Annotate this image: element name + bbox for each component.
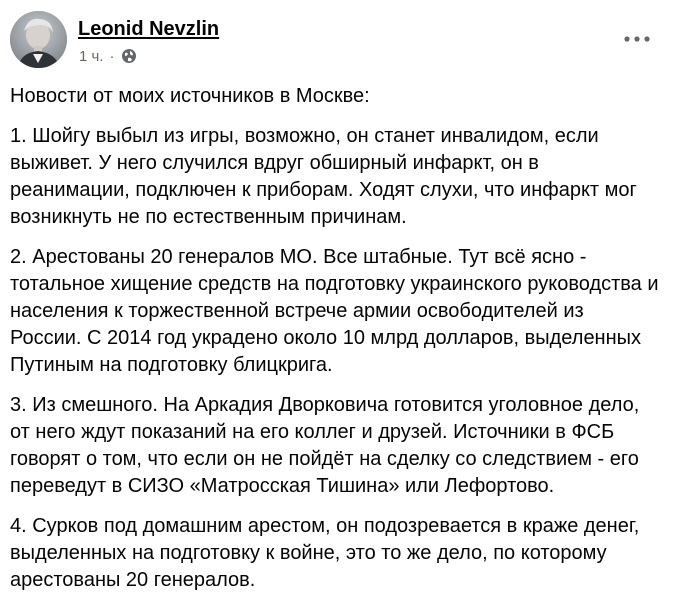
globe-icon[interactable] [121,48,137,64]
avatar-photo [10,11,67,68]
post-paragraph: 4. Сурков под домашним арестом, он подозревается в краже денег, выделенных на подготовку к войне, это то же дело, по которому арестованы 20 генералов. [10,515,640,591]
meta-separator: · [109,47,115,65]
post-paragraph: 1. Шойгу выбыл из игры, возможно, он станет инвалидом, если выживет. У него случился вдруг обширный инфаркт, он в реанимации, подключен к приборам. Ходят слухи, что инфаркт мог возникнуть не по естественным причинам. [10,125,637,228]
author-name[interactable]: Leonid Nevzlin [78,18,220,40]
post-body [10,83,660,607]
post-paragraph: 2. Арестованы 20 генералов МО. Все штабные. Тут всё ясно - тотальное хищение средств на подготовку украинского руководства и населения к торжественной встрече армии освободителей из России. С 2014 год украдено около 10 млрд долларов, выделенных Путиным на подготовку блицкрига. [10,246,659,376]
post-paragraph: Новости от моих источников в Москве: [10,85,370,107]
avatar[interactable] [10,11,67,68]
post-timestamp[interactable]: 1 ч. [79,47,104,65]
post-header [10,11,666,69]
post-meta [79,46,137,66]
post-paragraph: 3. Из смешного. На Аркадия Дворковича готовится уголовное дело, от него ждут показаний на его коллег и друзей. Источники в ФСБ говорят о том, что если он не пойдёт на сделку со следствием - его переведут в СИЗО «Матросская Тишина» или Лефортово. [10,394,640,497]
more-options-icon[interactable] [622,29,652,49]
